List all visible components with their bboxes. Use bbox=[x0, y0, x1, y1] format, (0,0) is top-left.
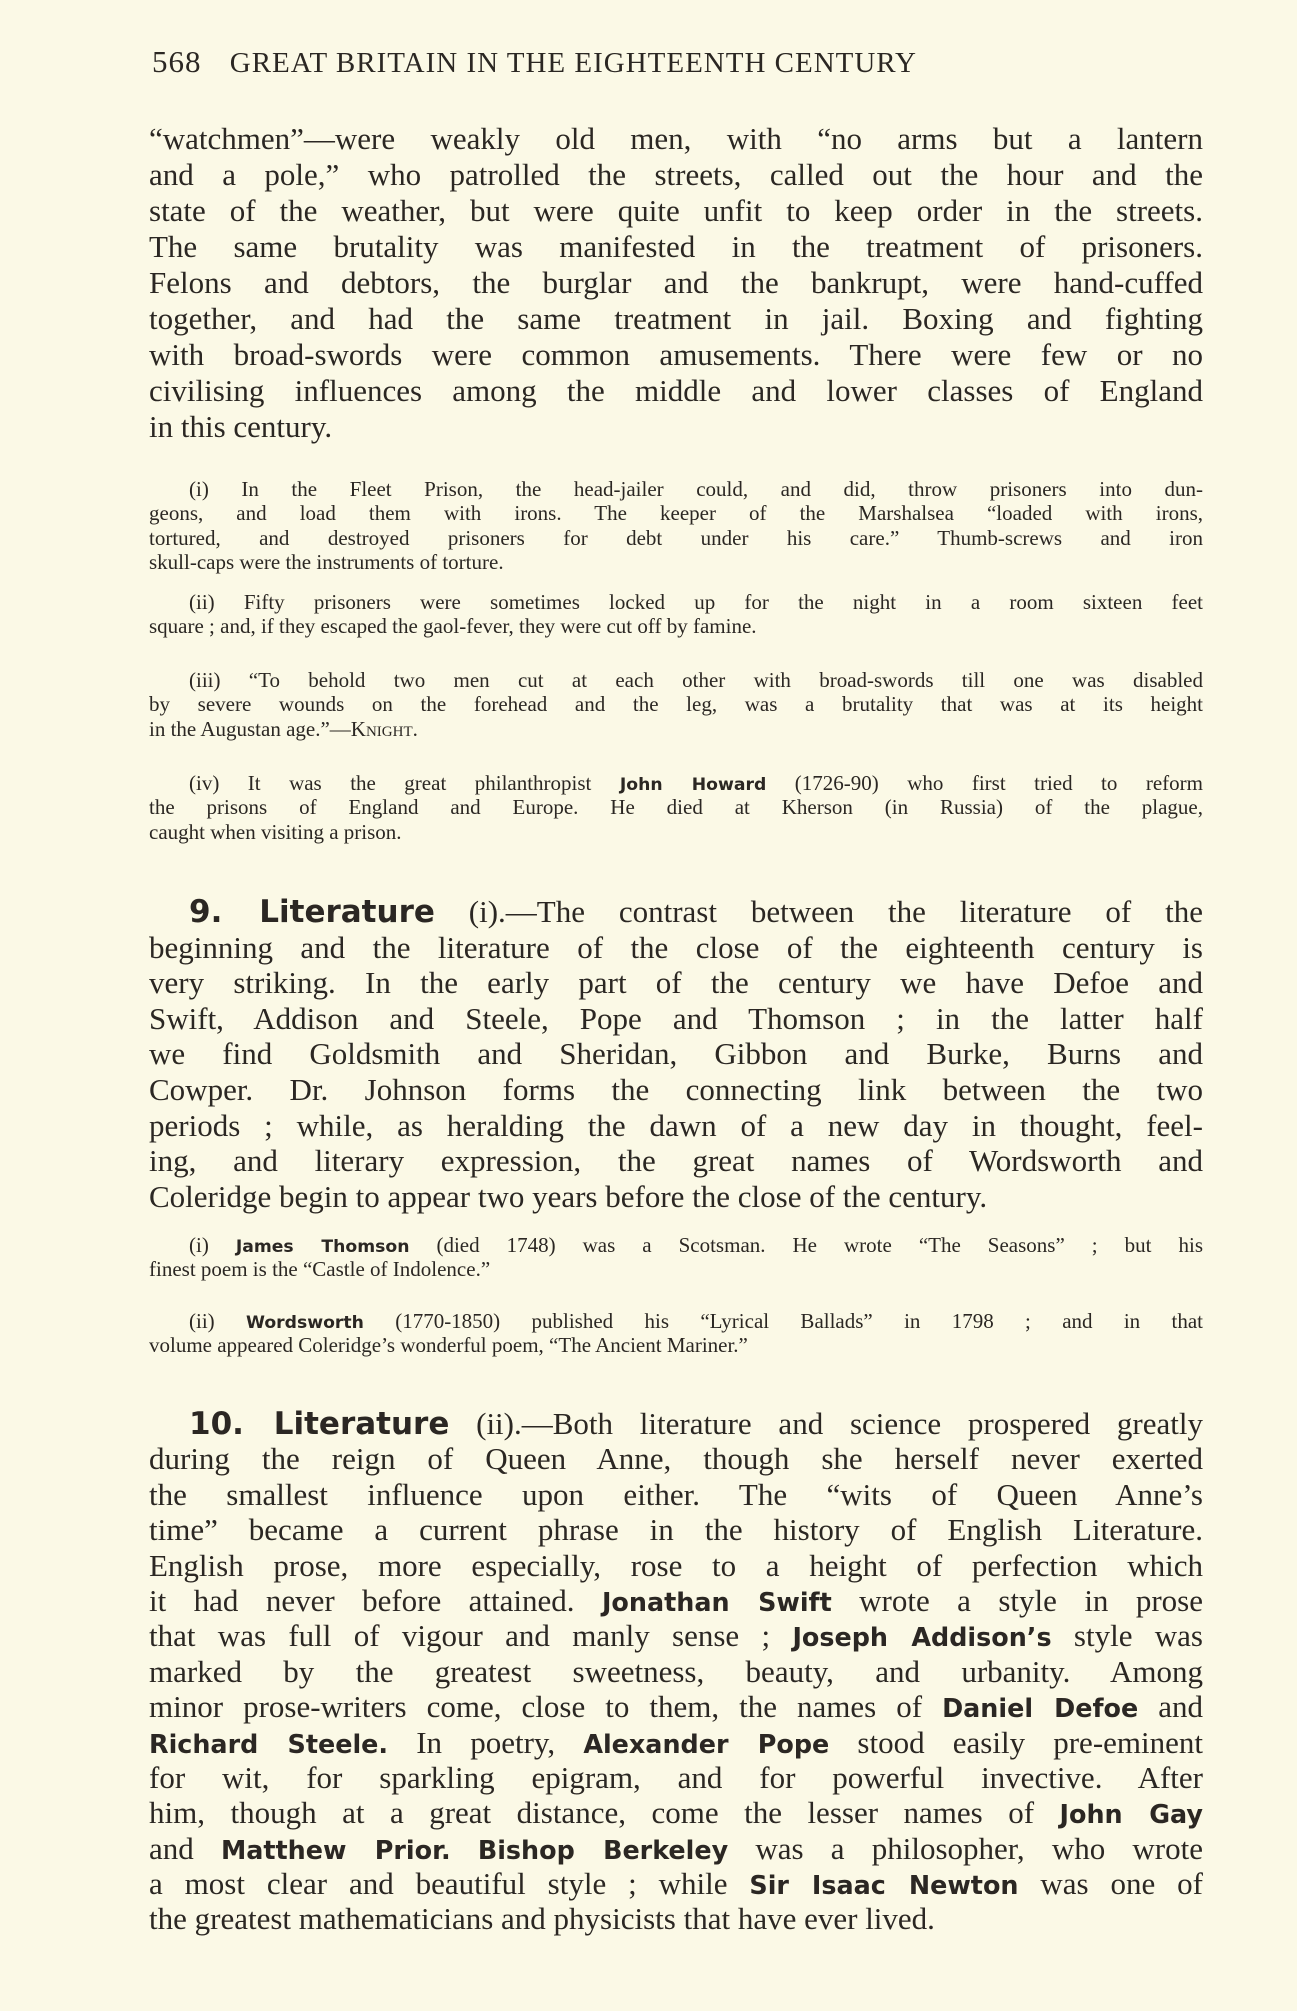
text-run: finest poem is the “Castle of Indolence.” bbox=[149, 1257, 491, 1282]
section-9-literature-i bbox=[149, 894, 1203, 1214]
text-line bbox=[149, 1831, 1203, 1866]
text-line bbox=[149, 692, 1203, 716]
text-run: (iii) “To behold two men cut at each other with broad-swords till one was disabled bbox=[189, 668, 1203, 692]
bold-name: Jonathan Swift bbox=[601, 1586, 832, 1617]
text-line bbox=[149, 501, 1203, 525]
text-run: “watchmen”—were weakly old men, with “no arms but a lantern bbox=[149, 121, 1203, 156]
footnote-iii bbox=[149, 668, 1203, 741]
text-line bbox=[149, 1654, 1203, 1689]
text-run: Coleridge begin to appear two years before the close of the century. bbox=[149, 1178, 988, 1214]
text-run: that was full of vigour and manly sense ; bbox=[149, 1618, 793, 1654]
text-run: caught when visiting a prison. bbox=[149, 819, 402, 844]
text-line bbox=[149, 1257, 1203, 1281]
text-line bbox=[149, 193, 1203, 229]
text-run: ing, and literary expression, the great names of Wordsworth and bbox=[149, 1143, 1203, 1179]
text-run: a most clear and beautiful style ; while bbox=[149, 1866, 750, 1902]
text-line bbox=[149, 668, 1203, 692]
text-run: The same brutality was manifested in the treatment of prisoners. bbox=[149, 229, 1203, 264]
text-line bbox=[149, 1725, 1203, 1760]
text-run: (iv) It was the great philanthropist bbox=[189, 771, 620, 795]
text-line bbox=[149, 409, 1203, 445]
text-line bbox=[149, 477, 1203, 501]
text-line bbox=[149, 1760, 1203, 1795]
text-run: stood easily pre-eminent bbox=[829, 1724, 1204, 1760]
text-line bbox=[149, 526, 1203, 550]
text-run: periods ; while, as heralding the dawn of a new day in thought, feel- bbox=[149, 1107, 1203, 1143]
text-run: and bbox=[1138, 1689, 1203, 1725]
bold-name: Richard Steele. bbox=[149, 1728, 389, 1759]
text-run: (1726-90) who first tried to reform bbox=[766, 771, 1203, 795]
text-run: for wit, for sparkling epigram, and for powerful invective. After bbox=[149, 1759, 1203, 1795]
text-line bbox=[149, 717, 1203, 741]
text-run: we find Goldsmith and Sheridan, Gibbon and Burke, Burns and bbox=[149, 1036, 1203, 1072]
text-run: skull-caps were the instruments of torture. bbox=[149, 550, 504, 575]
text-run: (ii).—Both literature and science prospered greatly bbox=[449, 1406, 1203, 1441]
bold-name: John Howard bbox=[619, 775, 767, 795]
text-line bbox=[149, 614, 1203, 638]
text-run: with broad-swords were common amusements. There were few or no bbox=[149, 337, 1203, 372]
text-line bbox=[149, 1406, 1203, 1441]
text-line bbox=[149, 1901, 1203, 1936]
text-run: (ii) Fifty prisoners were sometimes locked up for the night in a room sixteen feet bbox=[189, 590, 1203, 614]
text-run: marked by the greatest sweetness, beauty, and urbanity. Among bbox=[149, 1653, 1203, 1689]
text-run: by severe wounds on the forehead and the leg, was a brutality that was at its height bbox=[149, 692, 1203, 717]
text-line bbox=[149, 1477, 1203, 1512]
bold-name: John Gay bbox=[1059, 1799, 1203, 1830]
text-run: (ii) bbox=[189, 1309, 246, 1333]
text-line bbox=[149, 337, 1203, 373]
text-line bbox=[149, 1036, 1203, 1072]
section-heading: 10. Literature bbox=[189, 1406, 450, 1442]
text-run: the prisons of England and Europe. He died at Kherson (in Russia) of the plague, bbox=[149, 795, 1203, 820]
text-run: and a pole,” who patrolled the streets, called out the hour and the bbox=[149, 157, 1203, 192]
footnote-9-i bbox=[149, 1233, 1203, 1282]
text-run bbox=[451, 1831, 478, 1866]
text-line bbox=[149, 301, 1203, 337]
text-run: civilising influences among the middle and lower classes of England bbox=[149, 373, 1203, 408]
text-line bbox=[149, 265, 1203, 301]
running-header bbox=[152, 42, 917, 83]
text-line bbox=[149, 1309, 1203, 1333]
text-run: volume appeared Coleridge’s wonderful poem, “The Ancient Mariner.” bbox=[149, 1333, 748, 1358]
text-run: (i) bbox=[189, 1233, 236, 1257]
bold-name: Matthew Prior. bbox=[220, 1834, 451, 1865]
text-run: the greatest mathematicians and physicists that have ever lived. bbox=[149, 1901, 935, 1937]
text-line bbox=[149, 1689, 1203, 1724]
text-line bbox=[149, 550, 1203, 574]
text-run: and bbox=[149, 1830, 221, 1866]
text-run: Swift, Addison and Steele, Pope and Thomson ; in the latter half bbox=[149, 1000, 1203, 1036]
footnote-iv bbox=[149, 771, 1203, 844]
text-line bbox=[149, 1108, 1203, 1144]
text-line bbox=[149, 1441, 1203, 1476]
text-line bbox=[149, 1143, 1203, 1179]
text-line bbox=[149, 795, 1203, 819]
text-run: very striking. In the early part of the century we have Defoe and bbox=[149, 965, 1203, 1001]
text-run: was a philosopher, who wrote bbox=[728, 1830, 1203, 1866]
text-line bbox=[149, 1795, 1203, 1830]
text-run: Felons and debtors, the burglar and the bankrupt, were hand-cuffed bbox=[149, 265, 1203, 300]
text-line bbox=[149, 229, 1203, 265]
section-heading: 9. Literature bbox=[189, 894, 435, 930]
text-run: wrote a style in prose bbox=[831, 1582, 1203, 1618]
bold-name: Joseph Addison’s bbox=[792, 1622, 1052, 1653]
footnote-ii bbox=[149, 590, 1203, 639]
text-line bbox=[149, 894, 1203, 930]
text-line bbox=[149, 1548, 1203, 1583]
text-run: (1770-1850) published his “Lyrical Ballads” in 1798 ; and in that bbox=[363, 1309, 1203, 1333]
bold-name: James Thomson bbox=[235, 1237, 410, 1257]
page-number: 568 bbox=[152, 44, 202, 79]
text-run: beginning and the literature of the close of the eighteenth century is bbox=[149, 929, 1203, 965]
text-line bbox=[149, 1001, 1203, 1037]
text-run: time” became a current phrase in the history of English Literature. bbox=[149, 1512, 1203, 1548]
bold-name: Alexander Pope bbox=[583, 1728, 830, 1759]
bold-name: Sir Isaac Newton bbox=[749, 1870, 1019, 1901]
text-line bbox=[149, 1512, 1203, 1547]
text-run: was one of bbox=[1018, 1866, 1203, 1902]
text-line bbox=[149, 965, 1203, 1001]
text-run: square ; and, if they escaped the gaol-fever, they were cut off by famine. bbox=[149, 614, 757, 639]
text-run: state of the weather, but were quite unfit to keep order in the streets. bbox=[149, 193, 1203, 228]
text-run: (died 1748) was a Scotsman. He wrote “The Seasons” ; but his bbox=[409, 1233, 1203, 1257]
text-run: him, though at a great distance, come the lesser names of bbox=[149, 1795, 1060, 1831]
footnote-i bbox=[149, 477, 1203, 575]
text-run: the smallest influence upon either. The “wits of Queen Anne’s bbox=[149, 1476, 1203, 1512]
text-line bbox=[149, 930, 1203, 966]
bold-name: Bishop Berkeley bbox=[477, 1834, 729, 1865]
text-line bbox=[149, 1072, 1203, 1108]
attribution: Knight. bbox=[350, 716, 418, 741]
text-run: style was bbox=[1051, 1618, 1203, 1654]
text-run: it had never before attained. bbox=[149, 1582, 602, 1618]
running-title: GREAT BRITAIN IN THE EIGHTEENTH CENTURY bbox=[229, 47, 917, 79]
text-line bbox=[149, 1618, 1203, 1653]
text-run: tortured, and destroyed prisoners for debt under his care.” Thumb-screws and iron bbox=[149, 525, 1203, 550]
text-run: in this century. bbox=[149, 409, 333, 444]
text-run: English prose, more especially, rose to a height of perfection which bbox=[149, 1547, 1203, 1583]
text-line bbox=[149, 1179, 1203, 1215]
text-line bbox=[149, 1866, 1203, 1901]
text-line bbox=[149, 1233, 1203, 1257]
text-line bbox=[149, 1333, 1203, 1357]
text-run: during the reign of Queen Anne, though she herself never exerted bbox=[149, 1441, 1203, 1477]
text-line bbox=[149, 1583, 1203, 1618]
text-run: (i).—The contrast between the literature of the bbox=[434, 894, 1203, 929]
text-line bbox=[149, 121, 1203, 157]
text-run: In poetry, bbox=[388, 1724, 584, 1760]
bold-name: Wordsworth bbox=[245, 1313, 364, 1333]
text-run: minor prose-writers come, close to them, the names of bbox=[149, 1689, 943, 1725]
bold-name: Daniel Defoe bbox=[942, 1693, 1139, 1724]
text-line bbox=[149, 771, 1203, 795]
footnote-9-ii bbox=[149, 1309, 1203, 1358]
text-run: geons, and load them with irons. The keeper of the Marshalsea “loaded with irons, bbox=[149, 501, 1203, 526]
text-run: (i) In the Fleet Prison, the head-jailer could, and did, throw prisoners into dun- bbox=[189, 477, 1203, 501]
text-run: Cowper. Dr. Johnson forms the connecting link between the two bbox=[149, 1071, 1203, 1107]
text-run: together, and had the same treatment in jail. Boxing and fighting bbox=[149, 301, 1203, 336]
text-line bbox=[149, 820, 1203, 844]
text-run: in the Augustan age.”— bbox=[149, 716, 351, 741]
text-line bbox=[149, 157, 1203, 193]
body-paragraph bbox=[149, 121, 1203, 445]
text-line bbox=[149, 373, 1203, 409]
text-line bbox=[149, 590, 1203, 614]
section-10-literature-ii bbox=[149, 1406, 1203, 1937]
